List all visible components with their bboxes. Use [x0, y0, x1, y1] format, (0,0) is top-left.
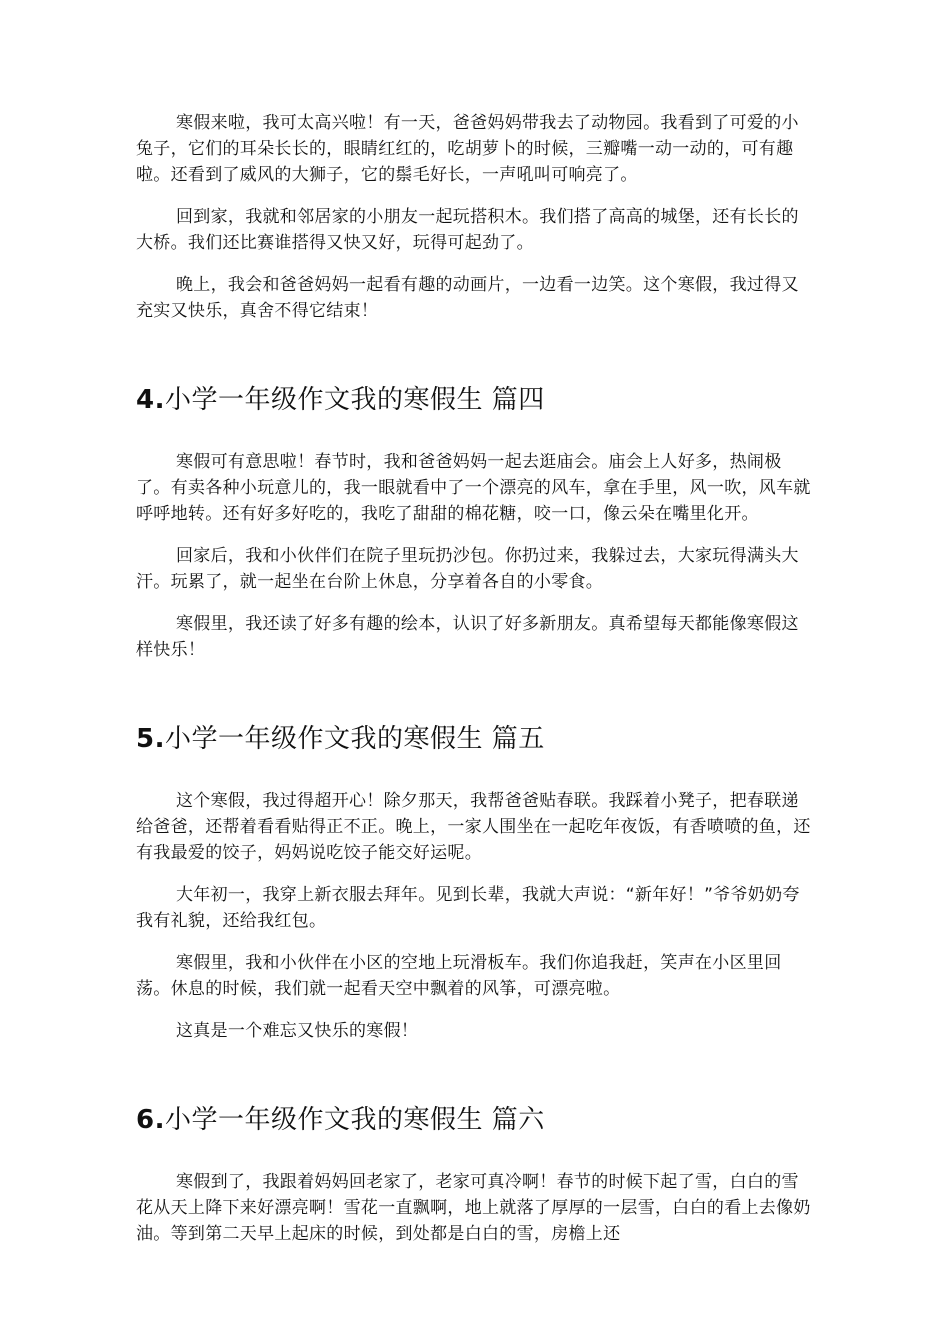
section-title: 小学一年级作文我的寒假生 篇五 — [164, 724, 545, 754]
paragraph: 寒假里，我和小伙伴在小区的空地上玩滑板车。我们你追我赶，笑声在小区里回荡。休息的时候，我们就一起看天空中飘着的风筝，可漂亮啦。 — [136, 953, 782, 999]
paragraph: 寒假来啦，我可太高兴啦！有一天，爸爸妈妈带我去了动物园。我看到了可爱的小兔子，它们的耳朵长长的，眼睛红红的，吃胡萝卜的时候，三瓣嘴一动一动的，可有趣啦。还看到了威风的大狮子，它的鬃毛好长，一声吼叫可响亮了。 — [136, 113, 799, 185]
paragraph: 回到家，我就和邻居家的小朋友一起玩搭积木。我们搭了高高的城堡，还有长长的大桥。我们还比赛谁搭得又快又好，玩得可起劲了。 — [136, 207, 799, 253]
section-number: 6. — [136, 1105, 165, 1135]
section-heading — [136, 382, 816, 418]
paragraph: 这个寒假，我过得超开心！除夕那天，我帮爸爸贴春联。我踩着小凳子，把春联递给爸爸，还帮着看看贴得正不正。晚上，一家人围坐在一起吃年夜饭，有香喷喷的鱼，还有我最爱的饺子，妈妈说吃饺子能交好运呢。 — [136, 791, 811, 863]
section-heading — [136, 1102, 816, 1138]
essay-section-4 — [136, 340, 816, 663]
paragraph: 这真是一个难忘又快乐的寒假！ — [176, 1021, 419, 1041]
essay-section-5 — [136, 679, 816, 1044]
section-number: 4. — [136, 385, 165, 415]
section-title: 小学一年级作文我的寒假生 篇四 — [164, 385, 545, 415]
paragraph: 回家后，我和小伙伴们在院子里玩扔沙包。你扔过来，我躲过去，大家玩得满头大汗。玩累了，就一起坐在台阶上休息，分享着各自的小零食。 — [136, 546, 799, 592]
section-number: 5. — [136, 724, 165, 754]
paragraph: 大年初一，我穿上新衣服去拜年。见到长辈，我就大声说：“新年好！”爷爷奶奶夸我有礼貌，还给我红包。 — [136, 885, 800, 931]
paragraph: 寒假可有意思啦！春节时，我和爸爸妈妈一起去逛庙会。庙会上人好多，热闹极了。有卖各种小玩意儿的，我一眼就看中了一个漂亮的风车，拿在手里，风一吹，风车就呼呼地转。还有好多好吃的，我吃了甜甜的棉花糖，咬一口，像云朵在嘴里化开。 — [136, 452, 811, 524]
paragraph: 晚上，我会和爸爸妈妈一起看有趣的动画片，一边看一边笑。这个寒假，我过得又充实又快乐，真舍不得它结束！ — [136, 275, 799, 321]
section-title: 小学一年级作文我的寒假生 篇六 — [164, 1105, 545, 1135]
paragraph: 寒假到了，我跟着妈妈回老家了，老家可真冷啊！春节的时候下起了雪，白白的雪花从天上降下来好漂亮啊！雪花一直飘啊，地上就落了厚厚的一层雪，白白的看上去像奶油。等到第二天早上起床的时候，到处都是白白的雪，房檐上还 — [136, 1172, 811, 1244]
document-body — [136, 110, 816, 1263]
essay-section-6 — [136, 1060, 816, 1247]
paragraph: 寒假里，我还读了好多有趣的绘本，认识了好多新朋友。真希望每天都能像寒假这样快乐！ — [136, 614, 799, 660]
section-heading — [136, 721, 816, 757]
intro-section — [136, 110, 816, 324]
